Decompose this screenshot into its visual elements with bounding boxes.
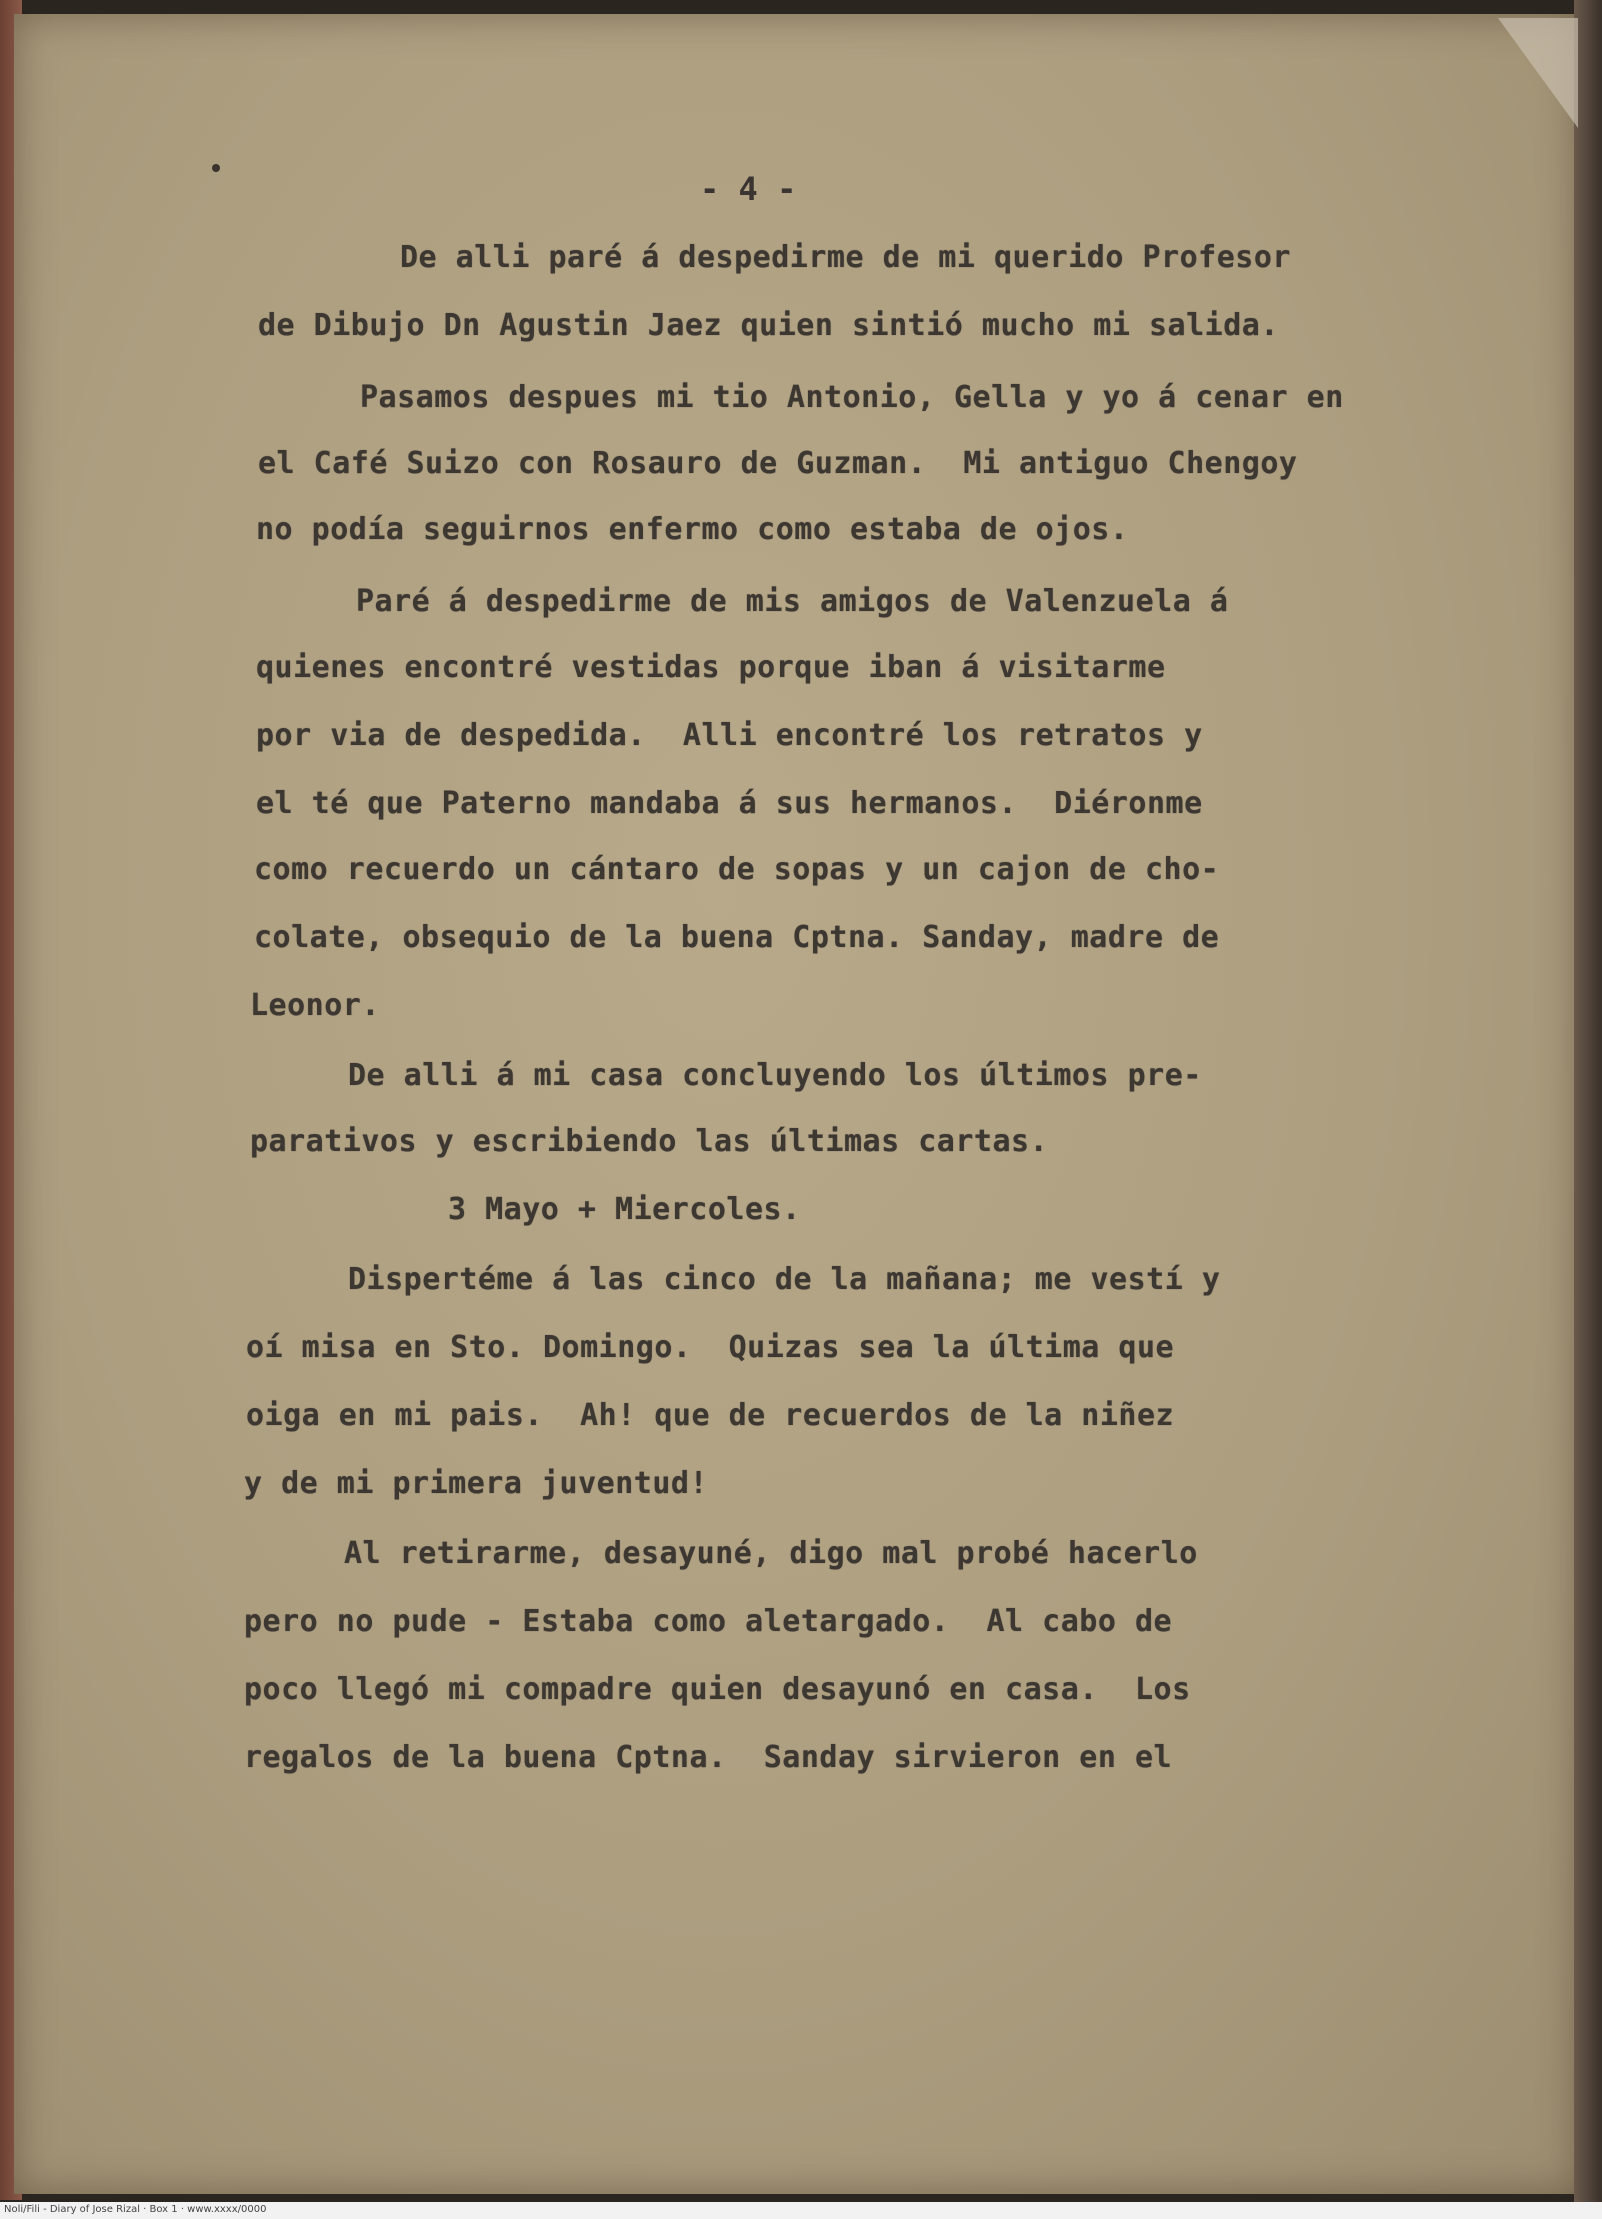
text-line: Leonor. <box>250 988 380 1023</box>
text-line: poco llegó mi compadre quien desayunó en casa. Los <box>244 1672 1191 1707</box>
folded-corner <box>1498 18 1578 128</box>
text-line: de Dibujo Dn Agustin Jaez quien sintió mucho mi salida. <box>258 308 1279 343</box>
text-line: por via de despedida. Alli encontré los retratos y <box>256 718 1203 753</box>
text-line: oí misa en Sto. Domingo. Quizas sea la última que <box>246 1330 1175 1365</box>
text-line: Pasamos despues mi tio Antonio, Gella y yo á cenar en <box>360 380 1344 415</box>
page-edge <box>1574 0 1602 2219</box>
text-line: regalos de la buena Cptna. Sanday sirvieron en el <box>244 1740 1173 1775</box>
text-line: no podía seguirnos enfermo como estaba de ojos. <box>256 512 1129 547</box>
text-line: Paré á despedirme de mis amigos de Valenzuela á <box>356 584 1229 619</box>
text-line: el Café Suizo con Rosauro de Guzman. Mi antiguo Chengoy <box>258 446 1298 481</box>
text-line: y de mi primera juventud! <box>244 1466 709 1501</box>
page-number: - 4 - <box>700 170 797 208</box>
footer-caption: Noli/Fili - Diary of Jose Rizal · Box 1 · www.xxxx/0000 <box>4 2204 267 2215</box>
text-line: De alli á mi casa concluyendo los últimos pre- <box>348 1058 1202 1093</box>
ink-spot <box>212 164 220 172</box>
text-line: colate, obsequio de la buena Cptna. Sanday, madre de <box>254 920 1220 955</box>
text-line: como recuerdo un cántaro de sopas y un cajon de cho- <box>254 852 1220 887</box>
text-line: el té que Paterno mandaba á sus hermanos. Diéronme <box>256 786 1203 821</box>
text-line: Dispertéme á las cinco de la mañana; me vestí y <box>348 1262 1221 1297</box>
diary-date-heading: 3 Mayo + Miercoles. <box>448 1192 801 1227</box>
text-line: quienes encontré vestidas porque iban á visitarme <box>256 650 1166 685</box>
text-line: oiga en mi pais. Ah! que de recuerdos de la niñez <box>246 1398 1175 1433</box>
text-line: Al retirarme, desayuné, digo mal probé hacerlo <box>344 1536 1198 1571</box>
text-line: De alli paré á despedirme de mi querido Profesor <box>400 240 1291 275</box>
text-line: pero no pude - Estaba como aletargado. Al cabo de <box>244 1604 1173 1639</box>
text-line: parativos y escribiendo las últimas cartas. <box>250 1124 1049 1159</box>
